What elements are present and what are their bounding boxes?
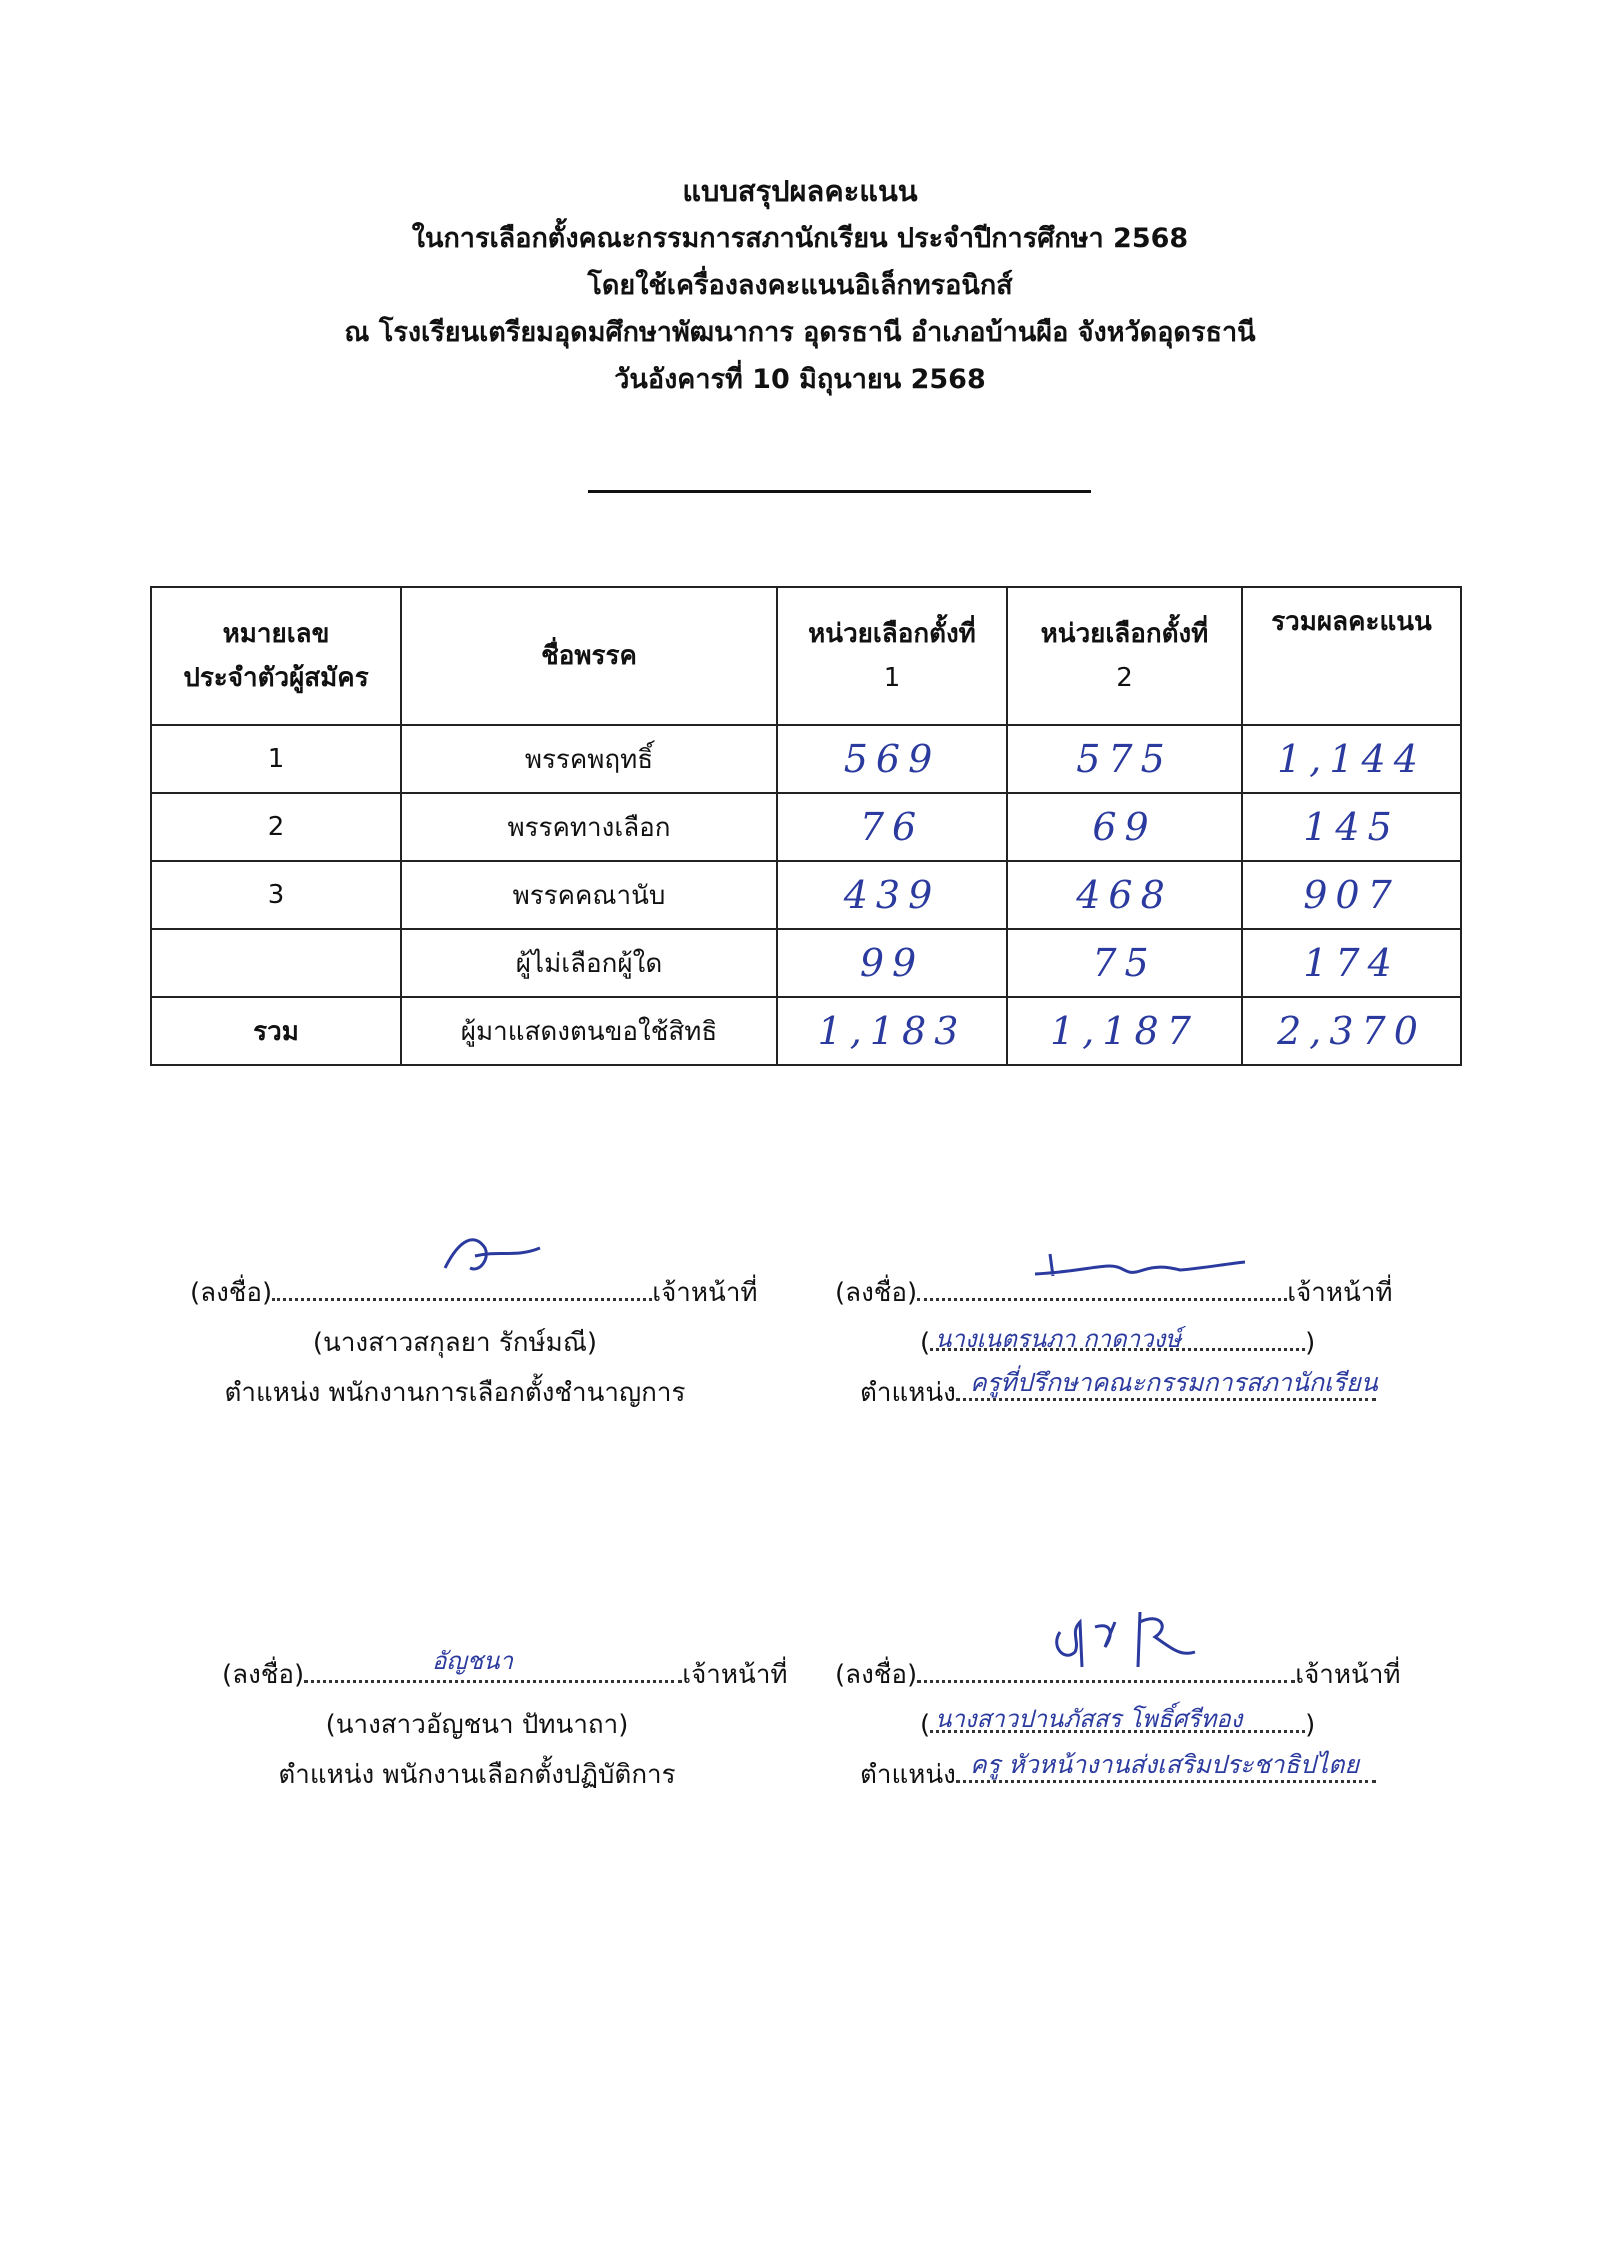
header-unit2-line1: หน่วยเลือกตั้งที่ xyxy=(1040,619,1209,649)
table-row xyxy=(151,861,1461,929)
cell-party: พรรคพฤทธิ์ xyxy=(401,725,777,793)
header-candidate-number xyxy=(151,587,401,725)
cell-number xyxy=(151,929,401,997)
header-divider xyxy=(588,490,1091,493)
cell-total: 145 xyxy=(1242,793,1461,861)
signer-position: ตำแหน่ง พนักงานการเลือกตั้งชำนาญการ xyxy=(224,1378,686,1408)
signer-position: ตำแหน่ง พนักงานเลือกตั้งปฏิบัติการ xyxy=(278,1760,676,1790)
header-unit-2 xyxy=(1007,587,1242,725)
header-date-line: วันอังคารที่ 10 มิถุนายน 2568 xyxy=(614,364,986,395)
header-location-line: ณ โรงเรียนเตรียมอุดมศึกษาพัฒนาการ อุดรธานี อำเภอบ้านผือ จังหวัดอุดรธานี xyxy=(344,317,1256,348)
table-total-row xyxy=(151,997,1461,1065)
header-total xyxy=(1242,587,1461,725)
signature-block-3 xyxy=(222,1647,832,1800)
signature-line xyxy=(222,1647,832,1700)
cell-party: พรรคทางเลือก xyxy=(401,793,777,861)
cell-unit2: 75 xyxy=(1007,929,1242,997)
close-paren: ) xyxy=(1305,1710,1316,1740)
header-number-line2: ประจำตัวผู้สมัคร xyxy=(183,663,369,693)
table-row xyxy=(151,725,1461,793)
open-paren: ( xyxy=(920,1710,931,1740)
signature-block-4 xyxy=(835,1650,1555,1800)
officer-label: เจ้าหน้าที่ xyxy=(1295,1660,1401,1690)
header-total-label: รวมผลคะแนน xyxy=(1271,607,1432,637)
handwritten-signer-name: นางสาวปานภัสสร โพธิ์ศรีทอง xyxy=(935,1705,1243,1733)
cell-unit2: 69 xyxy=(1007,793,1242,861)
table-row xyxy=(151,793,1461,861)
header-unit-1 xyxy=(777,587,1007,725)
header-method-line: โดยใช้เครื่องลงคะแนนอิเล็กทรอนิกส์ xyxy=(587,270,1013,301)
officer-label: เจ้าหน้าที่ xyxy=(1287,1278,1393,1308)
signature-block-1 xyxy=(190,1268,830,1418)
header-unit2-line2: 2 xyxy=(1116,663,1133,693)
document-title: แบบสรุปผลคะแนน xyxy=(682,174,918,208)
handwritten-signature: อัญชนา xyxy=(432,1647,514,1675)
position-label: ตำแหน่ง xyxy=(860,1760,956,1790)
cell-number: 2 xyxy=(151,793,401,861)
cell-total: 2,370 xyxy=(1242,997,1461,1065)
cell-party: ผู้ไม่เลือกผู้ใด xyxy=(401,929,777,997)
cell-total: 174 xyxy=(1242,929,1461,997)
signer-name: (นางสาวอัญชนา ปัทนาถา) xyxy=(325,1710,629,1740)
signature-block-2 xyxy=(835,1268,1555,1418)
header-election-line: ในการเลือกตั้งคณะกรรมการสภานักเรียน ประจำปีการศึกษา 2568 xyxy=(411,223,1189,254)
sign-label: (ลงชื่อ) xyxy=(835,1660,918,1690)
position-label: ตำแหน่ง xyxy=(860,1378,956,1408)
sign-label: (ลงชื่อ) xyxy=(222,1660,305,1690)
header-unit1-line2: 1 xyxy=(883,663,901,693)
cell-unit2: 1,187 xyxy=(1007,997,1242,1065)
cell-party: พรรคคณานับ xyxy=(401,861,777,929)
open-paren: ( xyxy=(920,1328,931,1358)
cell-unit2: 575 xyxy=(1007,725,1242,793)
signer-position-line xyxy=(835,1368,1555,1418)
header-number-line1: หมายเลข xyxy=(222,619,330,649)
cell-number: 3 xyxy=(151,861,401,929)
signature-line xyxy=(835,1650,1555,1700)
officer-label: เจ้าหน้าที่ xyxy=(682,1660,788,1690)
cell-unit1: 1,183 xyxy=(777,997,1007,1065)
header-party-name: ชื่อพรรค xyxy=(401,587,777,725)
handwritten-signer-name: นางเนตรนภา กาดาวงษ์ xyxy=(935,1325,1182,1353)
cell-unit1: 99 xyxy=(777,929,1007,997)
officer-label: เจ้าหน้าที่ xyxy=(652,1278,758,1308)
sign-label: (ลงชื่อ) xyxy=(835,1278,918,1308)
signature-line xyxy=(835,1268,1555,1318)
cell-unit1: 569 xyxy=(777,725,1007,793)
signer-name: (นางสาวสกุลยา รักษ์มณี) xyxy=(312,1328,598,1358)
cell-unit2: 468 xyxy=(1007,861,1242,929)
handwritten-signer-position: ครูที่ปรึกษาคณะกรรมการสภานักเรียน xyxy=(970,1368,1378,1397)
cell-unit1: 76 xyxy=(777,793,1007,861)
signer-position-line xyxy=(835,1750,1555,1800)
header-unit1-line1: หน่วยเลือกตั้งที่ xyxy=(808,619,976,649)
cell-unit1: 439 xyxy=(777,861,1007,929)
table-header-row xyxy=(151,587,1461,725)
handwritten-signer-position: ครู หัวหน้างานส่งเสริมประชาธิปไตย xyxy=(970,1750,1360,1779)
close-paren: ) xyxy=(1305,1328,1316,1358)
sign-label: (ลงชื่อ) xyxy=(190,1278,273,1308)
results-table xyxy=(150,586,1462,1066)
cell-total: 907 xyxy=(1242,861,1461,929)
signature-line xyxy=(190,1268,830,1318)
document-header xyxy=(0,168,1600,403)
cell-total: 1,144 xyxy=(1242,725,1461,793)
cell-number: รวม xyxy=(151,997,401,1065)
cell-number: 1 xyxy=(151,725,401,793)
table-row xyxy=(151,929,1461,997)
cell-party: ผู้มาแสดงตนขอใช้สิทธิ xyxy=(401,997,777,1065)
